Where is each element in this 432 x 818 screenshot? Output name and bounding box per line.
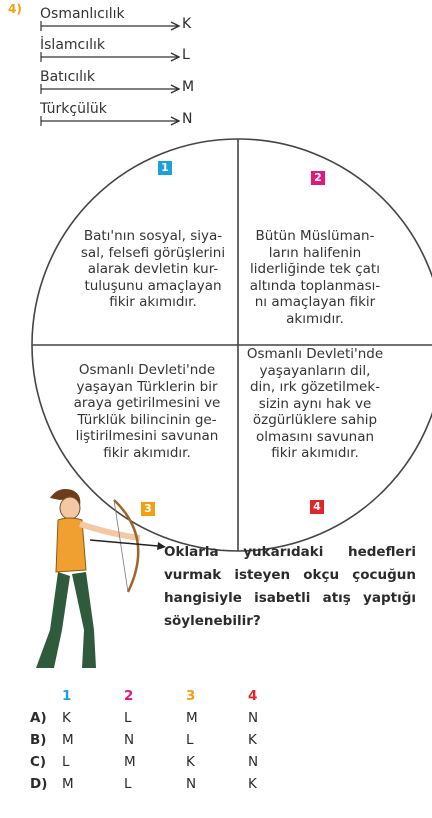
ideology-label: Türkçülük <box>40 101 107 117</box>
option-value: L <box>186 732 194 748</box>
quadrant-4-text: Osmanlı Devleti'nde yaşayanların dil, din, ırk gözetilmek- sizin aynı hak ve özgürlüklere sahip olmasını savunan fikir akımıdır. <box>246 346 384 461</box>
option-value: L <box>124 710 132 726</box>
option-value: M <box>124 754 136 770</box>
header-1: 1 <box>62 688 72 704</box>
option-value: N <box>124 732 135 748</box>
option-value: K <box>248 776 257 792</box>
target-letter: M <box>182 79 195 95</box>
option-label: A) <box>30 710 47 726</box>
question-text: Oklarla yukarıdaki hedefleri vurmak isteyen okçu çocuğun hangisiyle isabetli atış yaptığı söylenebilir? <box>164 544 416 629</box>
target-letter: K <box>182 16 192 32</box>
quadrant-2-text: Bütün Müslüman- ların halifenin liderliğinde tek çatı altında toplanması- nı amaçlayan fikir akımıdır. <box>249 228 381 327</box>
header-3: 3 <box>186 688 196 704</box>
option-value: M <box>62 776 74 792</box>
option-label: D) <box>30 776 48 792</box>
option-value: L <box>62 754 70 770</box>
header-4: 4 <box>248 688 258 704</box>
target-letter: N <box>182 111 193 127</box>
quadrant-3-text: Osmanlı Devleti'nde yaşayan Türklerin bir araya getirilmesini ve Türklük bilincinin ge- liştirilmesini savunan fikir akımıdır. <box>73 362 221 461</box>
option-value: N <box>248 754 259 770</box>
option-value: N <box>186 776 197 792</box>
badge-1 <box>158 161 172 175</box>
option-value: K <box>62 710 71 726</box>
option-label: C) <box>30 754 47 770</box>
option-value: K <box>186 754 195 770</box>
ideology-label: İslamcılık <box>40 37 106 53</box>
option-b[interactable] <box>30 729 288 751</box>
badge-label: 4 <box>313 500 321 513</box>
ideology-label: Batıcılık <box>40 69 96 85</box>
header-2: 2 <box>124 688 134 704</box>
badge-2 <box>311 171 325 185</box>
badge-4 <box>310 500 324 514</box>
badge-label: 1 <box>161 161 169 174</box>
target-letter: L <box>182 47 190 63</box>
quadrant-1-text: Batı'nın sosyal, siya- sal, felsefi görüşlerini alarak devletin kur- tuluşunu amaçlayan fikir akımıdır. <box>80 228 226 310</box>
option-value: L <box>124 776 132 792</box>
question-number: 4) <box>8 2 22 16</box>
badge-label: 3 <box>144 502 152 515</box>
option-c[interactable] <box>30 751 288 773</box>
option-value: M <box>62 732 74 748</box>
option-label: B) <box>30 732 47 748</box>
badge-label: 2 <box>314 171 322 184</box>
archer-illustration <box>30 480 170 670</box>
option-value: M <box>186 710 198 726</box>
option-a[interactable] <box>30 707 288 729</box>
answer-table <box>30 685 288 795</box>
option-d[interactable] <box>30 773 288 795</box>
option-value: N <box>248 710 259 726</box>
option-value: K <box>248 732 257 748</box>
answer-header <box>30 685 288 707</box>
ideology-label: Osmanlıcılık <box>40 6 125 22</box>
